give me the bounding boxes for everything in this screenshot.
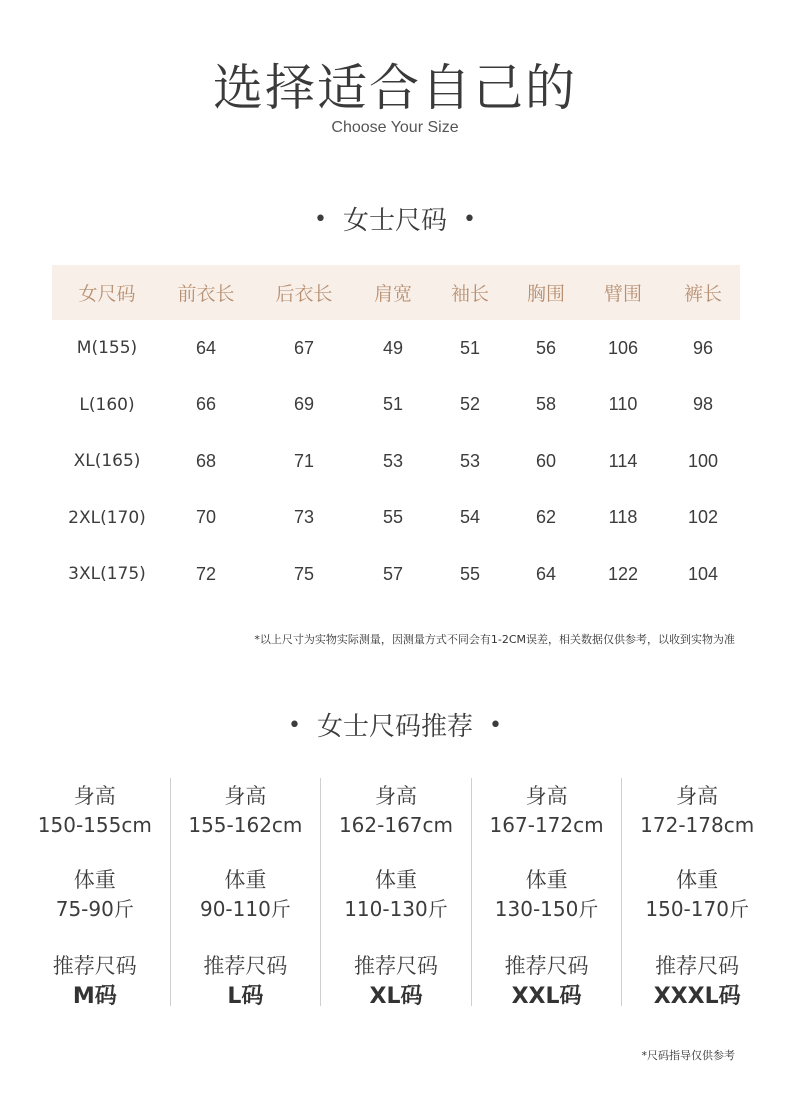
table-header-row [52,265,740,320]
table-cell: 96 [692,337,714,358]
height-label: 身高 [676,784,719,808]
weight-label: 体重 [525,868,568,892]
table-row [52,433,740,490]
recommendation-column [320,778,471,1009]
table-cell: 51 [382,394,404,415]
height-value: 167-172cm [489,813,604,837]
table-cell: 67 [293,337,315,358]
height-value: 150-155cm [37,813,152,837]
bullet-dot: • [489,713,502,738]
height-label: 身高 [374,784,417,808]
height-value: 172-178cm [640,813,755,837]
table-cell: 122 [607,563,639,584]
weight-label: 体重 [374,868,417,892]
recommended-size-label: 推荐尺码 [504,954,589,978]
height-value: 162-167cm [338,813,453,837]
table-row [52,490,740,547]
height-label: 身高 [224,784,267,808]
table-cell: 98 [692,394,714,415]
table-cell: 55 [382,507,404,528]
table-cell: 53 [382,450,404,471]
table-cell: 3XL(175) [68,564,146,585]
height-label: 身高 [525,784,568,808]
table-cell: 71 [293,450,315,471]
weight-label: 体重 [224,868,267,892]
bullet-dot: • [288,713,301,738]
height-value: 155-162cm [188,813,303,837]
weight-value: 130-150斤 [494,897,599,921]
table-cell: 114 [608,450,638,471]
recommendation-column [471,778,622,1009]
page-title: 选择适合自己的 [213,59,577,117]
weight-value: 150-170斤 [645,897,749,921]
recommendation-column [621,778,772,1009]
table-cell: 106 [607,337,639,358]
column-header: 前衣长 [177,283,235,305]
size-table [52,265,740,603]
recommended-size-value: XXL码 [511,984,582,1009]
table-cell: 68 [195,450,217,471]
table-cell: 53 [459,450,481,471]
table-cell: 54 [459,507,481,528]
table-cell: 60 [535,450,557,471]
weight-value: 90-110斤 [199,897,291,921]
weight-value: 75-90斤 [55,897,134,921]
table-row [52,320,740,377]
table-cell: 110 [608,394,638,415]
table-cell: 62 [535,507,557,528]
recommended-size-value: M码 [72,984,117,1009]
table-cell: 55 [459,563,481,584]
table-cell: 70 [195,507,217,528]
recommended-size-value: XXXL码 [653,984,741,1009]
weight-label: 体重 [676,868,719,892]
table-cell: 118 [608,507,638,528]
table-cell: 64 [535,563,557,584]
recommended-size-label: 推荐尺码 [353,954,438,978]
table-cell: XL(165) [73,451,141,472]
column-header: 裤长 [683,283,722,305]
column-header: 肩宽 [373,283,412,305]
height-label: 身高 [73,784,116,808]
table-cell: 73 [293,507,315,528]
table-cell: 2XL(170) [68,507,146,528]
table-cell: M(155) [76,338,138,359]
column-header: 胸围 [526,283,565,305]
weight-value: 110-130斤 [344,897,448,921]
table-cell: 49 [382,337,404,358]
table-cell: 52 [459,394,481,415]
bullet-dot: • [314,207,327,232]
section-title-size-recommendation [0,706,790,743]
weight-label: 体重 [73,868,116,892]
recommendation-grid [20,778,772,1009]
size-guide-note: *尺码指导仅供参考 [641,1049,735,1062]
table-cell: 72 [195,563,217,584]
table-cell: 56 [535,337,557,358]
recommendation-column [170,778,321,1009]
page-subtitle: Choose Your Size [331,119,459,136]
table-cell: 100 [687,450,719,471]
table-row [52,546,740,603]
table-row [52,377,740,434]
table-cell: 51 [459,337,481,358]
table-cell: 102 [687,507,719,528]
recommended-size-label: 推荐尺码 [655,954,740,978]
column-header: 袖长 [450,283,489,305]
table-cell: 64 [195,337,217,358]
section-title-text: 女士尺码 [342,206,447,236]
column-header: 臂围 [603,283,642,305]
column-header: 后衣长 [275,283,333,305]
table-cell: 69 [293,394,315,415]
recommended-size-label: 推荐尺码 [52,954,137,978]
recommendation-column [20,778,170,1009]
column-header: 女尺码 [78,283,136,305]
measurement-note: *以上尺寸为实物实际测量，因测量方式不同会有1-2CM误差，相关数据仅供参考，以收到实物为准 [254,633,735,646]
recommended-size-label: 推荐尺码 [203,954,288,978]
table-cell: L(160) [79,394,135,415]
bullet-dot: • [463,207,476,232]
table-cell: 104 [687,563,719,584]
section-title-text: 女士尺码推荐 [316,712,473,742]
table-cell: 75 [293,563,315,584]
recommended-size-value: XL码 [369,984,423,1009]
table-cell: 58 [535,394,557,415]
section-title-size-chart [0,200,790,237]
recommended-size-value: L码 [227,984,264,1009]
table-cell: 66 [195,394,217,415]
table-cell: 57 [382,563,404,584]
